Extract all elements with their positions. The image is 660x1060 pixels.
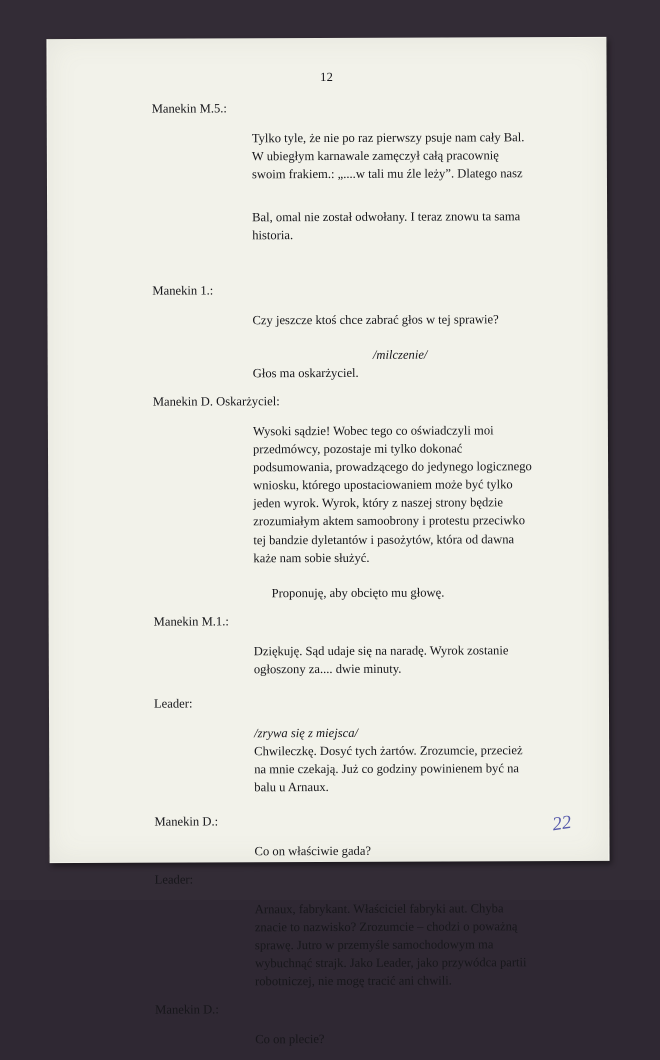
script-block xyxy=(48,392,609,568)
speaker-label: Manekin 1.: xyxy=(152,283,214,298)
speech-line: Czy jeszcze ktoś chce zabrać głos w tej sprawie? xyxy=(252,312,499,328)
spacer xyxy=(50,1047,610,1060)
speech-line: znacie to nazwisko? Zrozumcie – chodzi o poważną xyxy=(254,918,518,934)
speech-line: swoim frakiem.: „....w tali mu źle leży”. Dlatego nasz xyxy=(251,166,523,182)
speaker-label: Manekin M.5.: xyxy=(151,101,227,116)
speaker-label: Manekin M.1.: xyxy=(153,614,229,629)
spacer xyxy=(48,328,608,347)
speech-line: W ubiegłym karnawale zamęczył całą pracownię xyxy=(251,148,499,164)
speech-text xyxy=(255,899,592,991)
speech-text xyxy=(253,363,590,382)
speech-line: Arnaux, fabrykant. Właściciel fabryki aut. Chyba xyxy=(254,900,504,916)
script-block xyxy=(49,812,609,861)
script-block xyxy=(47,207,607,245)
speech-text xyxy=(254,741,591,796)
speech-text xyxy=(252,310,589,329)
speech-text xyxy=(253,421,591,567)
speaker-label: Leader: xyxy=(154,872,194,887)
page-content xyxy=(46,37,609,1047)
spacer xyxy=(49,677,609,696)
speech-line: Tylko tyle, że nie po raz pierwszy psuje nam cały Bal. xyxy=(251,130,525,146)
spacer xyxy=(47,243,607,283)
script-block xyxy=(48,345,608,383)
speech-text xyxy=(254,583,591,602)
speech-line: Głos ma oskarżyciel. xyxy=(252,366,359,381)
speech-line: historia. xyxy=(252,228,294,243)
document-page xyxy=(46,37,609,1047)
speech-line: Bal, omal nie został odwołany. I teraz znowu ta sama xyxy=(252,209,521,225)
page-number: 12 xyxy=(320,69,334,85)
spacer xyxy=(47,182,607,209)
speech-text xyxy=(254,641,591,678)
stage-direction: /zrywa się z miejsca/ xyxy=(254,725,359,740)
speech-line: Chwileczkę. Dosyć tych żartów. Zrozumcie, przecież xyxy=(254,742,523,758)
speech-line: Dziękuję. Sąd udaje się na naradę. Wyrok zostanie xyxy=(253,642,509,658)
speech-text xyxy=(252,207,589,244)
script-block xyxy=(47,281,607,330)
script-block xyxy=(49,583,609,603)
spacer xyxy=(48,566,608,585)
speech-line: Co on plecie? xyxy=(255,1031,325,1047)
speaker-label: Leader: xyxy=(153,696,193,711)
speech-line: jeden wyrok. Wyrok, który z naszej strony będzie xyxy=(253,495,503,511)
speech-text xyxy=(252,128,589,183)
speech-line: ogłoszony za.... dwie minuty. xyxy=(253,661,402,676)
script-block xyxy=(50,870,610,991)
speech-line: robotniczej, nie mogę tracić ani chwili. xyxy=(255,973,452,989)
speaker-label: Manekin D.: xyxy=(154,814,219,829)
speech-line: zrozumiałym aktem samoobrony i protestu przeciwko xyxy=(253,513,526,529)
script-block xyxy=(49,694,609,797)
speech-line: Proponuję, aby obcięto mu głowę. xyxy=(271,585,445,600)
stage-direction: /milczenie/ xyxy=(372,347,428,362)
spacer xyxy=(49,795,609,814)
speech-line: balu u Arnaux. xyxy=(254,779,329,795)
script-body xyxy=(47,99,611,1060)
speech-line: każe nam sobie służyć. xyxy=(253,550,370,565)
speech-line: na mnie czekają. Już co godziny powinienem być na xyxy=(254,760,519,776)
speaker-label: Manekin D.: xyxy=(155,1002,219,1017)
speech-line: tej bandzie dyletantów i pasożytów, która od dawna xyxy=(253,531,515,547)
speech-text xyxy=(255,1029,592,1048)
pencil-annotation: 22 xyxy=(550,811,573,836)
speech-line: Co on właściwie gada? xyxy=(254,843,372,858)
speech-line: podsumowania, prowadzącego do jedynego logicznego xyxy=(253,459,532,475)
speaker-label: Manekin D. Oskarżyciel: xyxy=(152,394,280,409)
script-block xyxy=(47,99,607,184)
speech-line: przedmówcy, pozostaje mi tylko dokonać xyxy=(252,441,463,457)
speech-line: Wysoki sądzie! Wobec tego co oświadczyli moi xyxy=(252,423,494,439)
speech-line: wybuchnąć strajk. Jako Leader, jako przywódca partii xyxy=(254,955,527,971)
speech-line: wniosku, którego upostaciowaniem może być tylko xyxy=(253,477,513,493)
speech-line: sprawę. Jutro w przemyśle samochodowym ma xyxy=(254,937,494,953)
script-block xyxy=(49,612,609,679)
speech-text xyxy=(255,841,592,860)
script-block xyxy=(50,1000,610,1049)
